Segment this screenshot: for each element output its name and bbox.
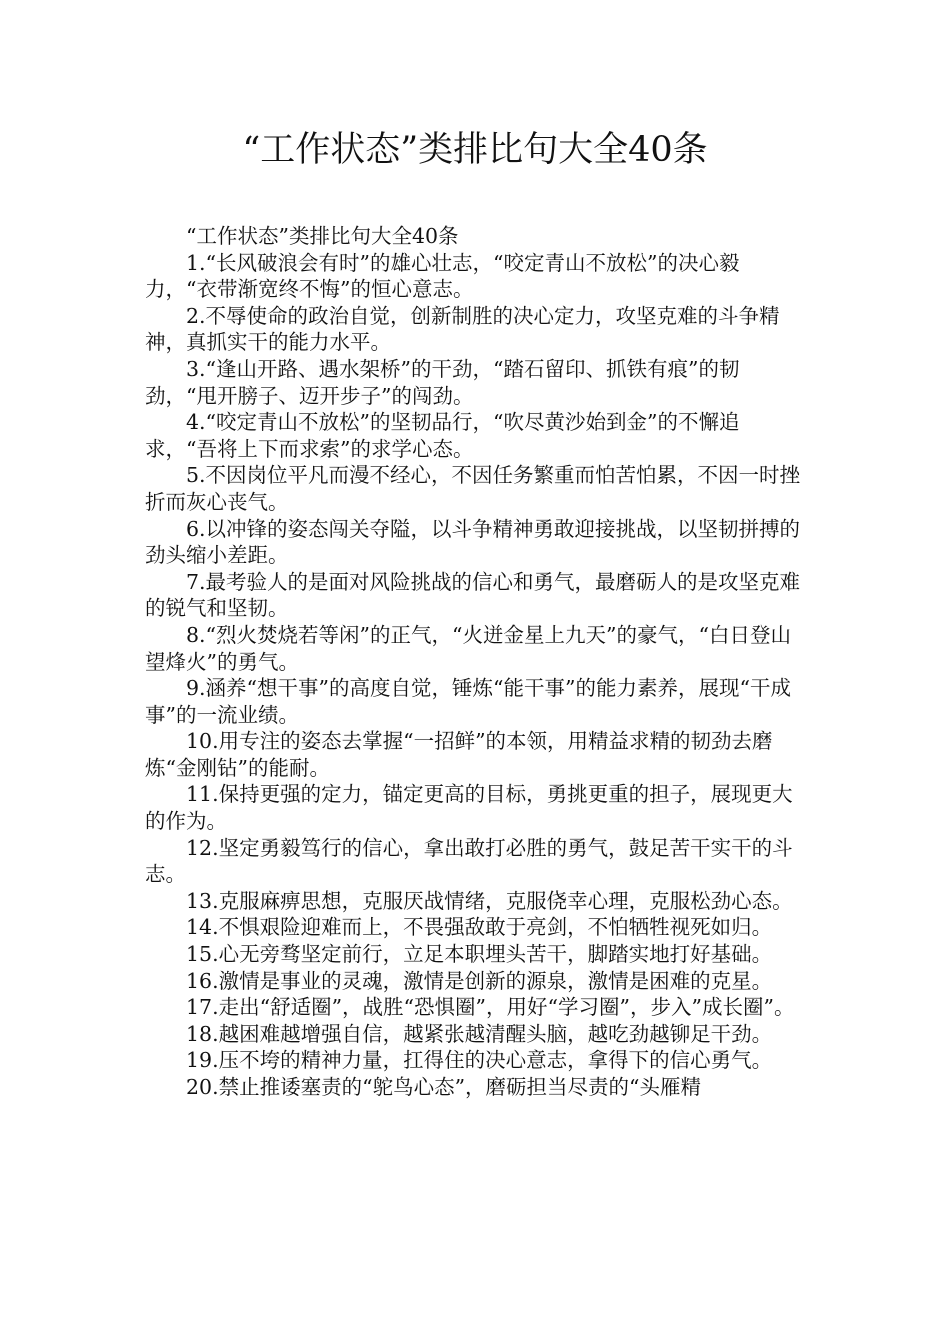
document-body (145, 223, 805, 1101)
list-item: 9.涵养“想干事”的高度自觉，锤炼“能干事”的能力素养，展现“干成事”的一流业绩。 (145, 676, 791, 727)
list-item: 17.走出“舒适圈”，战胜“恐惧圈”，用好“学习圈”，步入”成长圈”。 (186, 995, 795, 1020)
list-item: 1.“长风破浪会有时”的雄心壮志，“咬定青山不放松”的决心毅力，“衣带渐宽终不悔”的恒心意志。 (145, 250, 740, 302)
list-item: 5.不因岗位平凡而漫不经心，不因任务繁重而怕苦怕累，不因一时挫折而灰心丧气。 (145, 463, 801, 514)
list-item: 19.压不垮的精神力量，扛得住的决心意志，拿得下的信心勇气。 (186, 1048, 773, 1073)
body-subtitle: “工作状态”类排比句大全40条 (186, 224, 459, 248)
list-item: 16.激情是事业的灵魂，激情是创新的源泉，激情是困难的克星。 (186, 968, 773, 993)
list-item: 18.越困难越增强自信，越紧张越清醒头脑，越吃劲越铆足干劲。 (186, 1021, 773, 1046)
document-title: “工作状态”类排比句大全40条 (242, 130, 708, 170)
list-item: 2.不辱使命的政治自觉，创新制胜的决心定力，攻坚克难的斗争精神，真抓实干的能力水平。 (145, 303, 780, 355)
list-item: 11.保持更强的定力，锚定更高的目标，勇挑更重的担子，展现更大的作为。 (145, 782, 793, 834)
list-item: 4.“咬定青山不放松”的坚韧品行，“吹尽黄沙始到金”的不懈追求，“吾将上下而求索”的求学心态。 (145, 410, 740, 461)
list-item: 14.不惧艰险迎难而上，不畏强敌敢于亮剑，不怕牺牲视死如归。 (186, 915, 773, 940)
list-item: 3.“逢山开路、遇水架桥”的干劲，“踏石留印、抓铁有痕”的韧劲，“甩开膀子、迈开步子”的闯劲。 (145, 356, 740, 408)
list-item: 6.以冲锋的姿态闯关夺隘，以斗争精神勇敢迎接挑战，以坚韧拼搏的劲头缩小差距。 (145, 516, 801, 568)
list-item: 12.坚定勇毅笃行的信心，拿出敢打必胜的勇气，鼓足苦干实干的斗志。 (145, 835, 793, 887)
list-item: 15.心无旁骛坚定前行，立足本职埋头苦干，脚踏实地打好基础。 (186, 942, 773, 967)
list-item: 7.最考验人的是面对风险挑战的信心和勇气，最磨砺人的是攻坚克难的锐气和坚韧。 (145, 569, 801, 621)
list-item: 13.克服麻痹思想，克服厌战情绪，克服侥幸心理，克服松劲心态。 (186, 888, 793, 913)
list-item: 20.禁止推诿塞责的“鸵鸟心态”，磨砺担当尽责的“头雁精 (186, 1075, 702, 1099)
list-item: 10.用专注的姿态去掌握“一招鲜”的本领，用精益求精的韧劲去磨炼“金刚钻”的能耐。 (145, 729, 773, 780)
list-item: 8.“烈火焚烧若等闲”的正气，“火迸金星上九天”的豪气，“白日登山望烽火”的勇气。 (145, 622, 791, 674)
